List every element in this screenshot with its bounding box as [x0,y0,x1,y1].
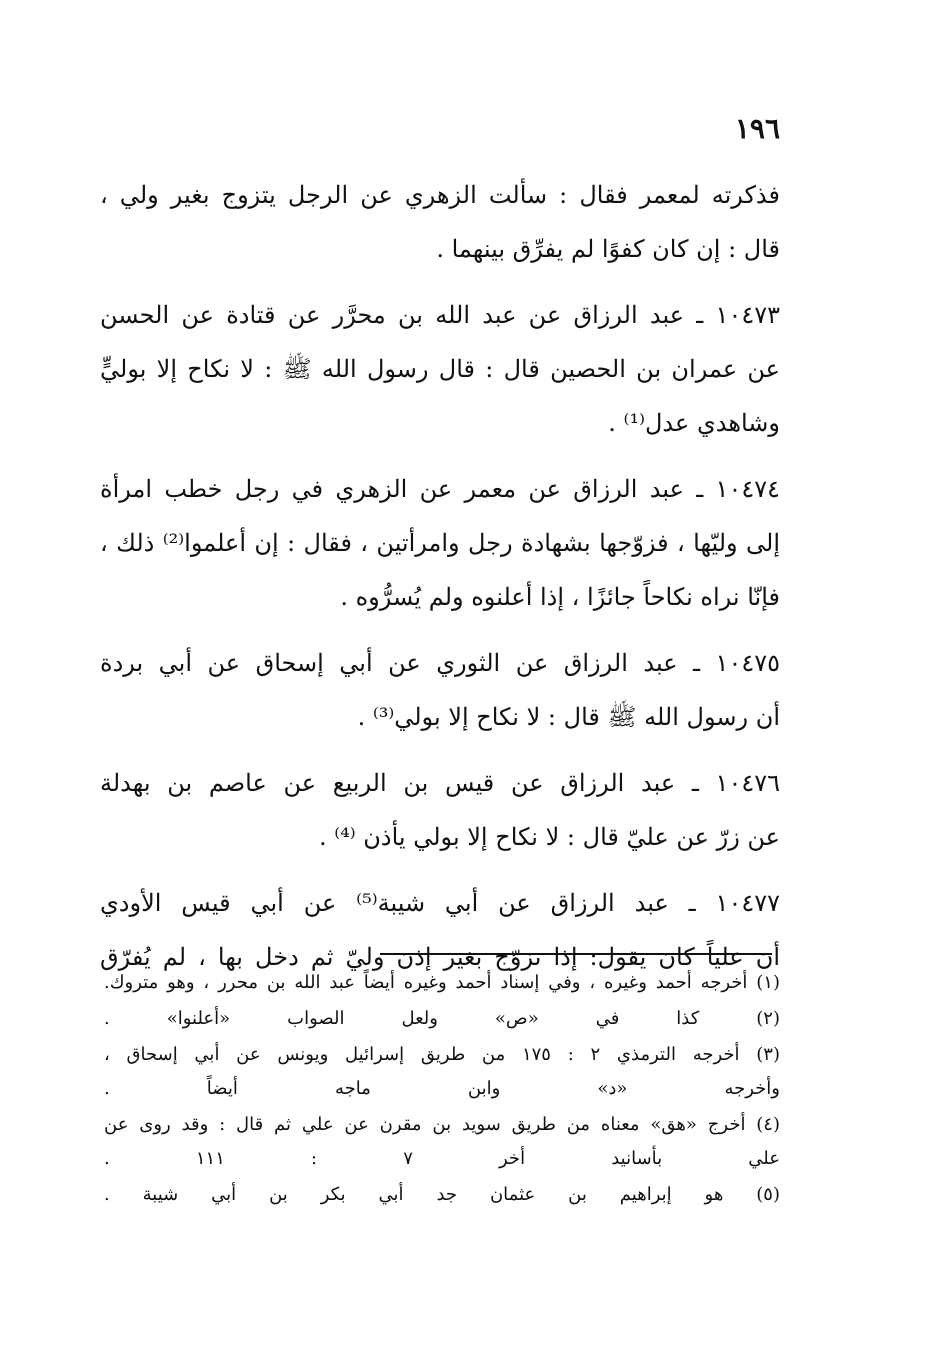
text-line: أن رسول الله ﷺ قال : لا نكاح إلا بولي⁽³⁾ . [357,703,780,731]
footnote-2 [104,1002,780,1036]
footnote-3 [104,1038,780,1106]
text-line: فذكرته لمعمر فقال : سألت الزهري عن الرجل يتزوج بغير ولي ، [100,181,780,209]
text-line: إلى وليّها ، فزوّجها بشهادة رجل وامرأتين ، فقال : إن أعلموا⁽²⁾ ذلك ، [100,529,781,557]
text-line: وشاهدي عدل⁽¹⁾ . [608,409,780,437]
text-line: عن عمران بن الحصين قال : قال رسول الله ﷺ : لا نكاح إلا بوليٍّ [100,355,780,383]
footnote-line: وأخرجه «د» وابن ماجه أيضاً . [104,1078,780,1099]
main-text [100,168,780,996]
text-line: ١٠٤٧٦ ـ عبد الرزاق عن قيس بن الربيع عن عاصم بن بهدلة [100,769,780,797]
text-line: فإنّا نراه نكاحاً جائزًا ، إذا أعلنوه ولم يُسرُّوه . [340,583,780,611]
footnote-line: (٢) كذا في «ص» ولعل الصواب «أعلنوا» . [104,1008,780,1029]
footnote-4 [104,1108,780,1176]
paragraph-hadith-10473 [100,288,780,450]
text-line: ١٠٤٧٤ ـ عبد الرزاق عن معمر عن الزهري في رجل خطب امرأة [100,475,780,503]
footnote-1 [104,966,780,1000]
footnote-line: علي بأسانيد أخر ٧ : ١١١ . [104,1148,780,1169]
footnote-line: (١) أخرجه أحمد وغيره ، وفي إسناد أحمد وغيره أيضاً عبد الله بن محرر ، وهو متروك. [104,972,780,993]
text-line: عن زرّ عن عليّ قال : لا نكاح إلا بولي يأذن ⁽⁴⁾ . [318,823,780,851]
footnotes [104,966,780,1214]
footnote-line: (٥) هو إبراهيم بن عثمان جد أبي بكر بن أبي شيبة . [104,1184,780,1205]
text-line: قال : إن كان كفوًا لم يفرِّق بينهما . [436,235,780,263]
text-line: ١٠٤٧٥ ـ عبد الرزاق عن الثوري عن أبي إسحاق عن أبي بردة [100,649,780,677]
paragraph-hadith-10474 [100,462,780,624]
paragraph-hadith-10475 [100,636,780,744]
footnote-line: (٤) أخرج «هق» معناه من طريق سويد بن مقرن عن علي ثم قال : وقد روى عن [104,1114,780,1135]
text-line: ١٠٤٧٣ ـ عبد الرزاق عن عبد الله بن محرَّر عن قتادة عن الحسن [100,301,780,329]
paragraph-continuation [100,168,780,276]
page-number: ١٩٦ [734,112,780,145]
paragraph-hadith-10476 [100,756,780,864]
footnote-line: (٣) أخرجه الترمذي ٢ : ١٧٥ من طريق إسرائيل ويونس عن أبي إسحاق ، [104,1044,780,1065]
footnote-5 [104,1178,780,1212]
text-line: أن علياً كان يقول: إذا تزوّج بغير إذن وليّ ثم دخل بها ، لم يُفرّق [100,943,780,971]
text-line: ١٠٤٧٧ ـ عبد الرزاق عن أبي شيبة⁽⁵⁾ عن أبي قيس الأودي [100,889,780,917]
footnote-divider [380,953,772,955]
